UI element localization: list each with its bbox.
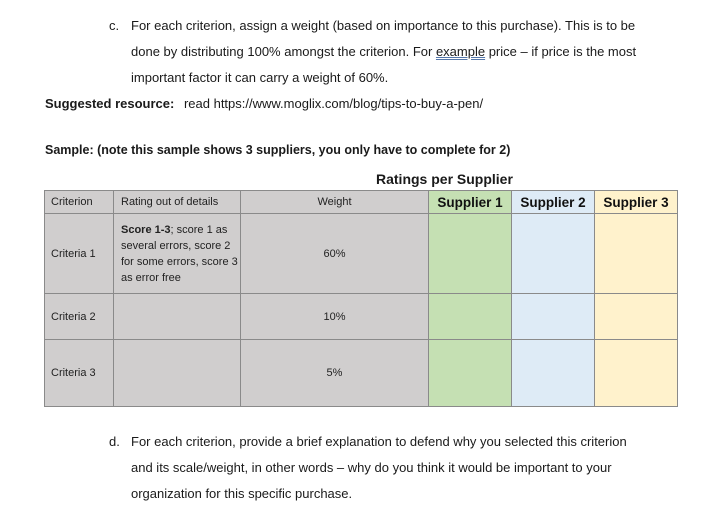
- header-supplier-3: Supplier 3: [595, 191, 678, 214]
- list-marker-d: d.: [109, 434, 120, 449]
- suggested-resource: [45, 96, 483, 111]
- supplier-2-cell[interactable]: [512, 294, 595, 340]
- item-d-line-2: and its scale/weight, in other words – why do you think it would be important to your: [131, 460, 612, 475]
- item-d-line-3: organization for this specific purchase.: [131, 486, 353, 501]
- item-c-paragraph: [131, 13, 691, 91]
- item-d-line-1: For each criterion, provide a brief explanation to defend why you selected this criterion: [131, 434, 627, 449]
- sample-note: Sample: (note this sample shows 3 suppliers, you only have to complete for 2): [45, 143, 511, 157]
- ratings-heading: Ratings per Supplier: [376, 171, 513, 187]
- rating-cell: [114, 340, 241, 407]
- item-c-example-word: example: [435, 44, 486, 59]
- ratings-table: [44, 190, 678, 407]
- table-header-row: [45, 191, 678, 214]
- weight-cell: 10%: [241, 294, 429, 340]
- supplier-2-cell[interactable]: [512, 340, 595, 407]
- table-row: [45, 294, 678, 340]
- header-weight: Weight: [241, 191, 429, 214]
- header-supplier-1: Supplier 1: [429, 191, 512, 214]
- item-c-line-2-pre: done by distributing 100% amongst the criterion. For: [131, 44, 436, 59]
- header-rating: Rating out of details: [114, 191, 241, 214]
- supplier-2-cell[interactable]: [512, 214, 595, 294]
- item-c-line-3: important factor it can carry a weight of 60%.: [131, 70, 389, 85]
- header-criterion: Criterion: [45, 191, 114, 214]
- supplier-1-cell[interactable]: [429, 340, 512, 407]
- criterion-cell: Criteria 3: [45, 340, 114, 407]
- item-c-line-2: [131, 39, 691, 65]
- suggested-resource-link[interactable]: read https://www.moglix.com/blog/tips-to-buy-a-pen/: [183, 96, 484, 111]
- table-row: [45, 214, 678, 294]
- suggested-resource-label: Suggested resource:: [45, 96, 175, 111]
- table-row: [45, 340, 678, 407]
- header-supplier-2: Supplier 2: [512, 191, 595, 214]
- list-marker-c: c.: [109, 18, 120, 33]
- item-c-line-2-post: price – if price is the most: [485, 44, 637, 59]
- rating-cell: [114, 294, 241, 340]
- supplier-1-cell[interactable]: [429, 294, 512, 340]
- supplier-1-cell[interactable]: [429, 214, 512, 294]
- weight-cell: 5%: [241, 340, 429, 407]
- item-d-paragraph: [131, 429, 691, 507]
- supplier-3-cell[interactable]: [595, 340, 678, 407]
- supplier-3-cell[interactable]: [595, 294, 678, 340]
- criterion-cell: Criteria 1: [45, 214, 114, 294]
- criterion-cell: Criteria 2: [45, 294, 114, 340]
- supplier-3-cell[interactable]: [595, 214, 678, 294]
- rating-bold: Score 1-3: [121, 223, 171, 236]
- rating-rest: ; score 1 as several errors, score 2 for some errors, score 3 as error free: [121, 223, 238, 284]
- weight-cell: 60%: [241, 214, 429, 294]
- item-c-line-1: For each criterion, assign a weight (based on importance to this purchase). This is to be: [131, 18, 636, 33]
- rating-cell: [114, 214, 241, 294]
